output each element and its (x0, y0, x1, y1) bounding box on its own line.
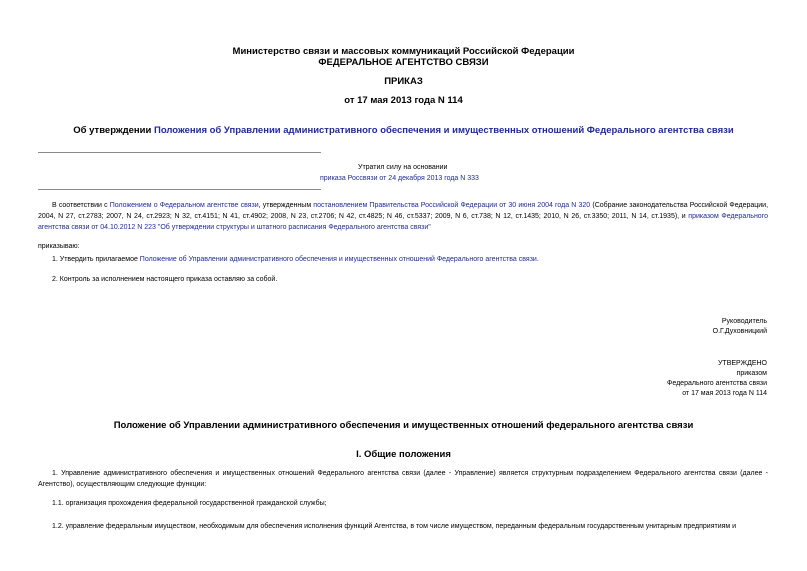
preamble-link-decree[interactable]: постановлением Правительства Российской Федерации от 30 июня 2004 года N 320 (313, 202, 591, 209)
status-note-text: Утратил силу на основании (358, 164, 448, 171)
document-title (0, 125, 807, 136)
section-title: I. Общие положения (356, 449, 451, 460)
approval-line-4: от 17 мая 2013 года N 114 (682, 390, 767, 397)
order-word: приказываю: (38, 243, 80, 250)
document-date-number: от 17 мая 2013 года N 114 (344, 95, 463, 106)
ministry-name: Министерство связи и массовых коммуникаций Российской Федерации (232, 46, 575, 57)
section-paragraph-1-2: 1.2. управление федеральным имуществом, необходимым для обеспечения исполнения функций Агентства, в том числе имуществом, переданным федеральным государственным унитарным предприятиям и (52, 523, 737, 530)
approval-line-2: приказом (736, 370, 767, 377)
title-prefix: Об утверждении (73, 125, 154, 136)
agency-name: ФЕДЕРАЛЬНОЕ АГЕНТСТВО СВЯЗИ (318, 57, 489, 68)
preamble-link-order[interactable]: приказом Федерального агентства связи от 04.10.2012 N 223 "Об утверждении структуры и штатного расписания Федерального агентства связи" (38, 213, 768, 231)
item-1 (52, 256, 539, 263)
item-1-link[interactable]: Положение об Управлении административного обеспечения и имущественных отношений Федерального агентства связи (139, 256, 537, 263)
signature-role: Руководитель (721, 318, 767, 325)
divider-top (38, 152, 321, 153)
title-link[interactable]: Положения об Управлении административного обеспечения и имущественных отношений Федерального агентства связи (153, 125, 734, 136)
preamble-paragraph (38, 200, 768, 233)
status-note-link[interactable]: приказа Россвязи от 24 декабря 2013 года N 333 (320, 175, 479, 182)
item-2: 2. Контроль за исполнением настоящего приказа оставляю за собой. (52, 276, 278, 283)
section-paragraph-1-1: 1.1. организация прохождения федеральной государственной гражданской службы; (52, 500, 327, 507)
divider-bottom (38, 189, 321, 190)
document-type: ПРИКАЗ (384, 76, 423, 87)
item-1-suffix: . (536, 256, 539, 263)
section-paragraph-1: 1. Управление административного обеспечения и имущественных отношений Федерального агентства связи (далее - Управление) является структурным подразделением Федерального агентства связи (далее - Агентство), осуществляющим следующие функции: (38, 470, 768, 488)
regulation-title: Положение об Управлении административного обеспечения и имущественных отношений федерального агентства связи (113, 420, 694, 431)
preamble-text-2: , утвержденным (258, 202, 314, 209)
preamble-link-regulation[interactable]: Положением о Федеральном агентстве связи (109, 202, 259, 209)
item-1-prefix: 1. Утвердить прилагаемое (52, 256, 140, 263)
approval-line-3: Федерального агентства связи (667, 380, 767, 387)
preamble-text-1: В соответствии с (52, 202, 110, 209)
approval-line-1: УТВЕРЖДЕНО (717, 360, 767, 367)
preamble-text-3: (Собрание законодательства Российской Федерации, 2004, N 27, ст.2783; 2007, N 24, ст.2923; N 32, ст.4151; N 41, ст.4902; 2008, N 23, ст.2706; N 42, ст.4825; N 46, ст.5337; 2009, N 6, ст.738; N 12, ст.1435; 2010, N 26, ст.3350; 2011, N 14, ст.1935), и (38, 202, 769, 220)
signature-name: О.Г.Духовницкий (712, 328, 767, 335)
